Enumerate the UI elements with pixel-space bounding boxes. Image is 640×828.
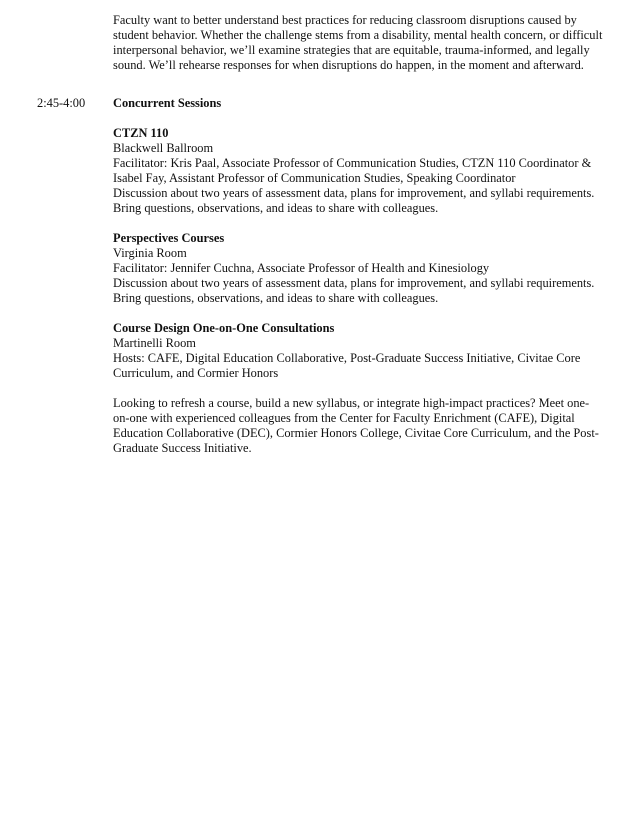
session-description: Looking to refresh a course, build a new syllabus, or integrate high-impact practices? Meet one-on-one with experienced colleagues from the Center for Faculty Enrichment (CAFE), Digital Education Collaborative (DEC), Cormier Honors College, Civitae Core Curriculum, and the Post-Graduate Success Initiative. (113, 396, 599, 455)
session-people: Facilitator: Jennifer Cuchna, Associate Professor of Health and Kinesiology (113, 261, 490, 275)
session-title: CTZN 110 (113, 126, 169, 140)
session-room: Blackwell Ballroom (113, 141, 214, 155)
session-description: Discussion about two years of assessment data, plans for improvement, and syllabi requirements. Bring questions, observations, and ideas to share with colleagues. (113, 276, 595, 305)
session-people: Facilitator: Kris Paal, Associate Professor of Communication Studies, CTZN 110 Coordinator & Isabel Fay, Assistant Professor of Communication Studies, Speaking Coordinator (113, 156, 592, 185)
schedule-content (113, 96, 605, 456)
intro-paragraph: Faculty want to better understand best practices for reducing classroom disruptions caused by student behavior. Whether the challenge stems from a disability, mental health concern, or difficult interpersonal behavior, we’ll examine strategies that are equitable, trauma-informed, and legally sound. We’ll rehearse responses for when disruptions do happen, in the moment and afterward. (113, 13, 603, 72)
session-title: Perspectives Courses (113, 231, 225, 245)
session-perspectives-courses (113, 231, 605, 306)
session-description: Discussion about two years of assessment data, plans for improvement, and syllabi requirements. Bring questions, observations, and ideas to share with colleagues. (113, 186, 595, 215)
session-room: Virginia Room (113, 246, 187, 260)
session-title: Course Design One-on-One Consultations (113, 321, 335, 335)
session-room: Martinelli Room (113, 336, 196, 350)
session-ctzn-110 (113, 126, 605, 216)
session-course-design-consultations (113, 321, 605, 456)
section-heading: Concurrent Sessions (113, 96, 222, 110)
time-slot: 2:45-4:00 (37, 96, 86, 110)
session-people: Hosts: CAFE, Digital Education Collaborative, Post-Graduate Success Initiative, Civitae Core Curriculum, and Cormier Honors (113, 351, 581, 380)
